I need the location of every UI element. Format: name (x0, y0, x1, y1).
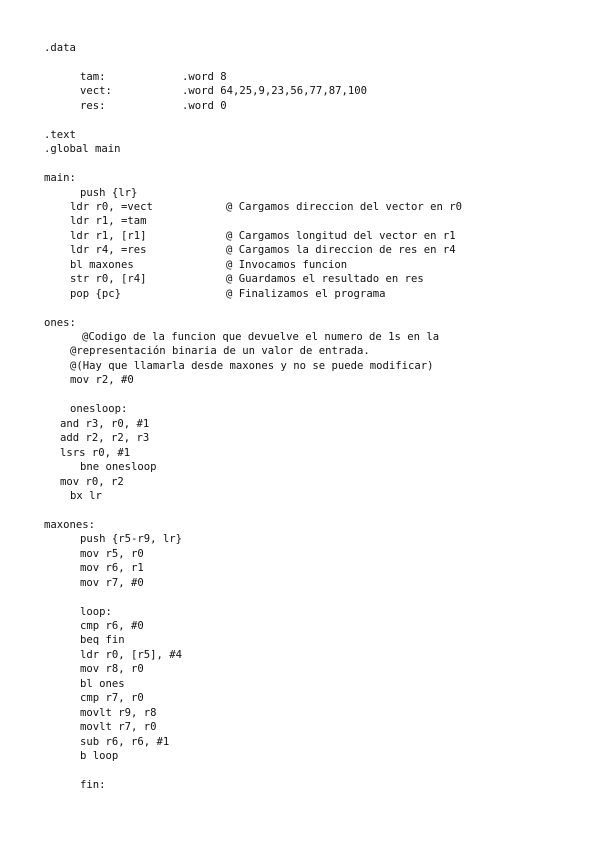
code-line: .word 64,25,9,23,56,77,87,100 (182, 85, 367, 98)
code-line: vect: (80, 85, 112, 98)
code-line: pop {pc} (70, 287, 122, 300)
code-line: bl maxones (70, 258, 134, 271)
code-line: mov r6, r1 (80, 562, 144, 575)
code-line: .word 0 (182, 99, 227, 112)
code-line: cmp r6, #0 (80, 620, 144, 632)
code-line: .data (44, 42, 76, 54)
code-line: bne onesloop (80, 461, 157, 474)
code-line: add r2, r2, r3 (60, 432, 150, 445)
code-line: .global main (44, 143, 121, 156)
code-line: @Codigo de la funcion que devuelve el numero de 1s en la (82, 331, 440, 343)
code-comment: @ Guardamos el resultado en res (226, 273, 424, 286)
code-line: bl ones (80, 677, 125, 690)
code-line: ones: (44, 316, 76, 329)
code-line: b loop (80, 750, 119, 763)
code-line: ldr r4, =res (70, 244, 147, 257)
code-line: res: (80, 99, 106, 112)
code-comment: @ Cargamos longitud del vector en r1 (226, 229, 456, 242)
code-line: lsrs r0, #1 (60, 446, 131, 459)
code-line: mov r5, r0 (80, 547, 144, 560)
code-comment: @ Finalizamos el programa (226, 287, 386, 300)
code-line: .word 8 (182, 70, 227, 83)
code-line: loop: (80, 605, 112, 618)
code-line: fin: (80, 778, 106, 791)
code-line: ldr r0, [r5], #4 (80, 648, 183, 661)
code-comment: @ Cargamos direccion del vector en r0 (226, 200, 462, 213)
code-line: mov r2, #0 (70, 374, 134, 387)
code-line: main: (44, 172, 76, 185)
code-line: ldr r0, =vect (70, 200, 153, 213)
code-line: push {lr} (80, 186, 138, 199)
code-line: mov r7, #0 (80, 576, 144, 589)
code-line: str r0, [r4] (70, 273, 147, 286)
code-line: ldr r1, =tam (70, 215, 147, 228)
code-line: @representación binaria de un valor de entrada. (70, 345, 370, 358)
code-line: push {r5-r9, lr} (80, 533, 183, 546)
code-line: sub r6, r6, #1 (80, 735, 170, 748)
code-line: beq fin (80, 634, 125, 647)
code-line: .text (44, 128, 76, 141)
code-line: onesloop: (70, 403, 128, 416)
code-line: mov r0, r2 (60, 475, 124, 488)
code-line: maxones: (44, 518, 96, 531)
code-line: tam: (80, 70, 106, 83)
code-comment: @ Cargamos la direccion de res en r4 (226, 244, 456, 257)
code-line: movlt r9, r8 (80, 706, 157, 719)
code-line: mov r8, r0 (80, 663, 144, 676)
code-line: bx lr (70, 489, 102, 502)
code-line: @(Hay que llamarla desde maxones y no se puede modificar) (70, 359, 434, 372)
code-line: and r3, r0, #1 (60, 417, 150, 430)
code-line: cmp r7, r0 (80, 692, 144, 705)
code-comment: @ Invocamos funcion (226, 258, 348, 271)
code-line: movlt r7, r0 (80, 721, 157, 734)
code-line: ldr r1, [r1] (70, 229, 147, 242)
